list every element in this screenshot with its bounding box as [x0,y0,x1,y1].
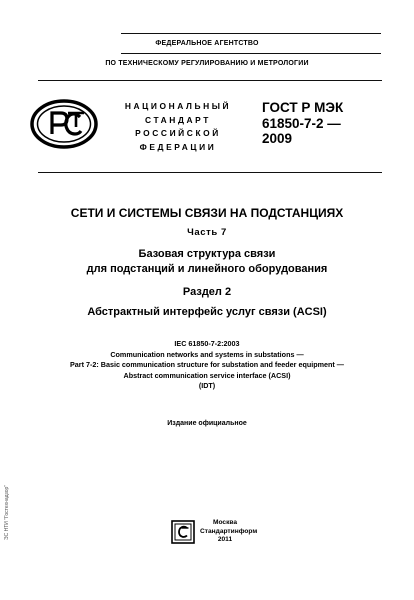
rst-certification-icon [30,99,98,149]
publication-year: 2011 [217,536,233,544]
edition-label: Издание официальное [167,420,247,427]
international-standard-block [0,339,414,392]
document-title: СЕТИ И СИСТЕМЫ СВЯЗИ НА ПОДСТАНЦИЯХ [70,206,344,220]
standartinform-logo-icon [171,520,195,544]
standard-line: РОССИЙСКОЙ [135,128,221,138]
iec-title-line: Communication networks and systems in substations — [110,349,304,359]
agency-name-line1: ФЕДЕРАЛЬНОЕ АГЕНТСТВО [155,40,259,47]
agency-name-line2: ПО ТЕХНИЧЕСКОМУ РЕГУЛИРОВАНИЮ И МЕТРОЛОГИИ [105,60,309,67]
standard-designation [262,100,343,147]
header-bottom-rule [38,80,382,81]
iec-title-line: Part 7-2: Basic communication structure for substation and feeder equipment — [70,360,344,369]
agency-divider [121,53,381,54]
section-title: Абстрактный интерфейс услуг связи (ACSI) [87,306,327,318]
designation-line: 61850-7-2 — [262,115,341,131]
publisher-name: Стандартинформ [200,527,258,535]
iec-designation: IEC 61850-7-2:2003 [174,339,240,348]
designation-line: ГОСТ Р МЭК [262,100,344,115]
national-standard-block [118,100,238,154]
identity-mark: (IDT) [198,381,216,390]
subtitle-line1: Базовая структура связи [138,248,276,260]
designation-line: 2009 [262,131,293,146]
publisher-block [200,519,258,545]
top-rule [121,33,381,34]
title-rule [38,172,382,173]
side-watermark-text: ЭС НТИ "Гостехнадзор" [4,484,10,540]
standard-line: НАЦИОНАЛЬНЫЙ [124,101,232,111]
publisher-city: Москва [212,519,238,526]
iec-title-line: Abstract communication service interface (ACSI) [123,370,291,380]
subtitle-line2: для подстанций и линейного оборудования [86,263,328,275]
section-number: Раздел 2 [182,286,232,298]
standard-line: ФЕДЕРАЦИИ [139,141,217,152]
part-number: Часть 7 [187,227,227,238]
standard-line: СТАНДАРТ [145,114,211,125]
